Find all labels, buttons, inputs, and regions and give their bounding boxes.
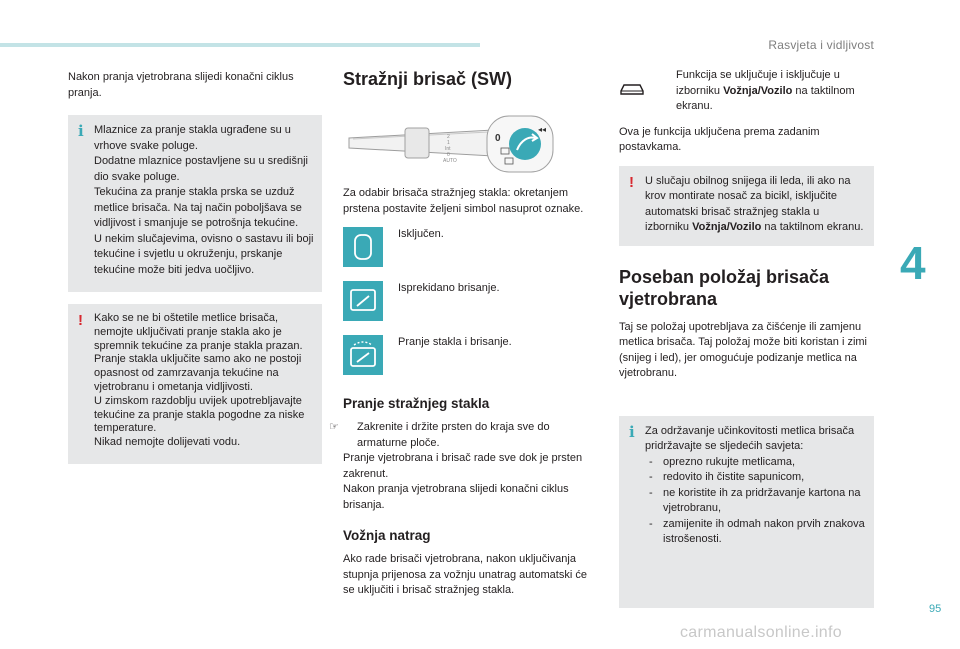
chapter-number: 4 bbox=[900, 237, 926, 289]
stalk-label: AUTO bbox=[443, 158, 457, 164]
menu-name: Vožnja/Vozilo bbox=[723, 84, 793, 97]
text-span: na taktilnom ekranu. bbox=[676, 84, 855, 112]
mode-label: Pranje stakla i brisanje. bbox=[398, 336, 512, 348]
mode-label: Isključen. bbox=[398, 228, 444, 240]
warning-line: Kako se ne bi oštetile metlice brisača, nemojte uključivati pranje stakla ako je spremnik tekućine za pranje stakla prazan. bbox=[94, 312, 303, 352]
rear-wash-wipe-icon bbox=[343, 335, 383, 375]
section-header-title: Rasvjeta i vidljivost bbox=[768, 38, 874, 52]
header-accent-bar bbox=[0, 43, 480, 47]
warning-line: U zimskom razdoblju uvijek upotrebljavajte tekućine za pranje stakla pogodne za niske temperature. bbox=[94, 394, 305, 435]
info-icon: i bbox=[629, 422, 635, 441]
info-icon: i bbox=[78, 122, 84, 140]
rear-wiper-intermittent-icon bbox=[343, 281, 383, 321]
select-paragraph: Za odabir brisača stražnjeg stakla: okretanjem prstena postavite željeni simbol nasuprot oznake. bbox=[343, 187, 584, 215]
tips-intro: Za održavanje učinkovitosti metlica brisača pridržavajte se sljedećih savjeta: bbox=[645, 424, 855, 452]
warning-icon: ! bbox=[78, 312, 83, 329]
watermark: carmanualsonline.info bbox=[680, 624, 842, 641]
info-line: Mlaznice za pranje stakla ugrađene su u vrhove svake poluge. bbox=[94, 124, 291, 152]
wash-paragraph: Nakon pranja vjetrobrana slijedi konačni ciklus brisanja. bbox=[343, 483, 569, 511]
warning-line: Nikad nemojte dolijevati vodu. bbox=[94, 436, 241, 449]
menu-name: Vožnja/Vozilo bbox=[692, 221, 762, 233]
column-left bbox=[68, 70, 322, 464]
section-title-rear-wiper: Stražnji brisač (SW) bbox=[343, 69, 513, 89]
stalk-label: 1 bbox=[447, 140, 450, 146]
mode-row-off bbox=[343, 227, 600, 267]
info-line: Tekućina za pranje stakla prska se uzduž metlice brisača. Na taj način poboljšava se vidljivost i smanjuje se potrošnja tekućine. bbox=[94, 186, 302, 229]
wash-paragraph: Pranje vjetrobrana i brisač rade sve dok je prsten zakrenut. bbox=[343, 452, 583, 480]
touchscreen-note bbox=[619, 68, 874, 115]
section-title-special-position: Poseban položaj brisača vjetrobrana bbox=[619, 266, 830, 309]
info-line: Dodatne mlaznice postavljene su u središnji dio svake poluge. bbox=[94, 155, 309, 183]
intro-paragraph: Nakon pranja vjetrobrana slijedi konačni ciklus pranja. bbox=[68, 71, 294, 99]
text-span: Funkcija se uključuje i isključuje u izborniku bbox=[676, 69, 840, 97]
list-item: - oprezno rukujte metlicama, bbox=[645, 455, 866, 471]
info-box bbox=[68, 115, 322, 292]
column-middle bbox=[329, 68, 600, 599]
car-icon bbox=[619, 80, 653, 102]
special-paragraph: Taj se položaj upotrebljava za čišćenje ili zamjenu metlica brisača. Taj položaj može biti koristan i zimi (snijeg i led), jer omogućuje podizanje metlica na vjetrobranu. bbox=[619, 320, 867, 379]
warning-box bbox=[68, 304, 322, 464]
section-title-reverse: Vožnja natrag bbox=[343, 528, 431, 543]
stalk-label: 0 bbox=[495, 133, 501, 144]
default-paragraph: Ova je funkcija uključena prema zadanim postavkama. bbox=[619, 125, 820, 153]
section-title-rear-wash: Pranje stražnjeg stakla bbox=[343, 396, 490, 411]
warning-box-snow bbox=[619, 166, 874, 246]
bullet-icon: ☞ bbox=[329, 421, 339, 433]
stalk-label: 0 bbox=[447, 152, 450, 158]
info-box-tips bbox=[619, 416, 874, 608]
mode-row-intermittent bbox=[343, 281, 600, 321]
list-item: - zamijenite ih odmah nakon prvih znakova istrošenosti. bbox=[645, 517, 866, 548]
list-item: - redovito ih čistite sapunicom, bbox=[645, 470, 866, 486]
warning-line: Pranje stakla uključite samo ako ne postoji opasnost od zamrzavanja tekućine na vjetrobranu i ometanja vidljivosti. bbox=[94, 353, 302, 393]
mode-row-wash bbox=[343, 335, 600, 375]
touchscreen-paragraph bbox=[676, 68, 874, 115]
wash-bullet bbox=[329, 420, 600, 451]
mode-label: Isprekidano brisanje. bbox=[398, 282, 500, 294]
text-span: U slučaju obilnog snijega ili leda, ili ako na krov montirate nosač za bicikl, isključite automatski brisač stražnjeg stakla u izborniku bbox=[645, 174, 851, 233]
stalk-label: 2 bbox=[447, 134, 450, 140]
wash-bullet-text: Zakrenite i držite prsten do kraja sve do armaturne ploče. bbox=[357, 421, 550, 449]
wiper-stalk-illustration bbox=[343, 108, 600, 178]
list-item: - ne koristite ih za pridržavanje kartona na vjetrobranu, bbox=[645, 486, 866, 517]
column-right bbox=[619, 68, 874, 608]
svg-text:◂◂: ◂◂ bbox=[538, 125, 547, 134]
text-span: na taktilnom ekranu. bbox=[761, 221, 864, 233]
warning-paragraph bbox=[645, 174, 866, 236]
info-line: U nekim slučajevima, ovisno o sastavu ili boji tekućine i svjetlu u okruženju, prskanje tekućine može biti jedva uočljivo. bbox=[94, 232, 314, 276]
rear-wiper-off-icon bbox=[343, 227, 383, 267]
reverse-paragraph: Ako rade brisači vjetrobrana, nakon uključivanja stupnja prijenosa za vožnju unatrag automatski će se uključiti i brisač stražnjeg stakla. bbox=[343, 553, 587, 596]
stalk-label: Int bbox=[445, 146, 451, 152]
tips-list bbox=[645, 455, 866, 548]
warning-icon: ! bbox=[629, 173, 634, 191]
page-number: 95 bbox=[929, 603, 942, 615]
